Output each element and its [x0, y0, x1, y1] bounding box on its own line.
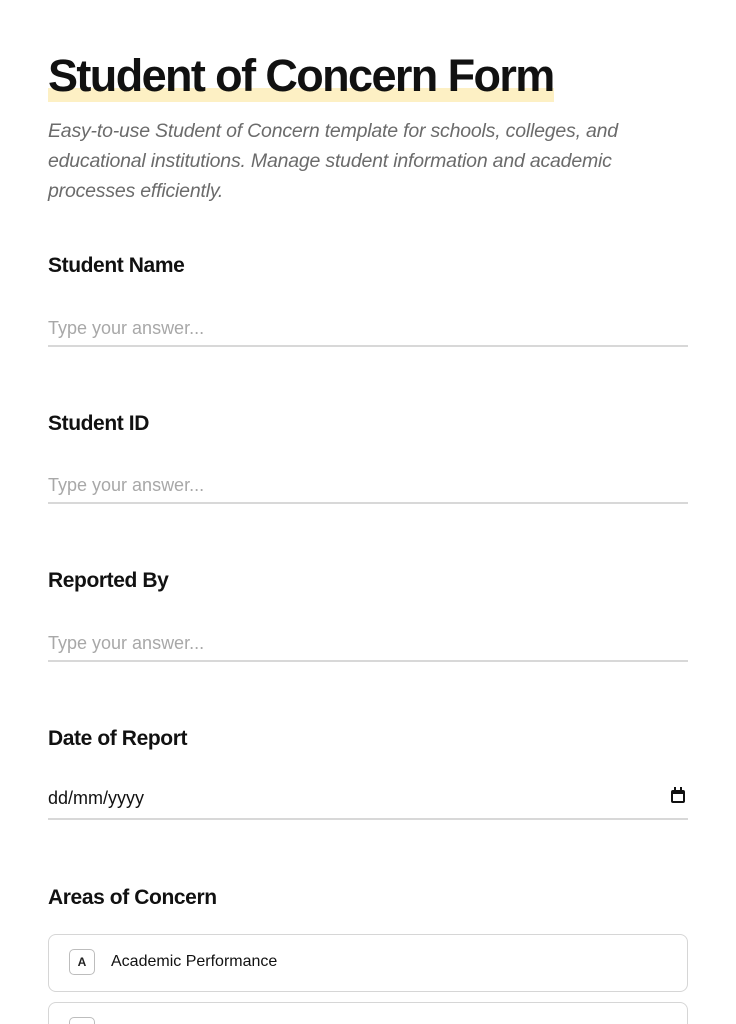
date-of-report-label: Date of Report — [48, 727, 188, 750]
student-name-label: Student Name — [48, 254, 185, 277]
title-block — [48, 50, 554, 102]
student-name-field — [48, 252, 688, 280]
choice-option-b[interactable] — [48, 1002, 688, 1024]
date-input[interactable] — [48, 784, 688, 820]
calendar-icon[interactable] — [671, 790, 685, 803]
choice-key-badge: A — [69, 949, 95, 975]
page-title: Student of Concern Form — [48, 50, 554, 101]
student-name-input[interactable] — [48, 311, 688, 347]
student-id-label: Student ID — [48, 412, 149, 435]
choice-academic-performance[interactable] — [48, 934, 688, 992]
areas-of-concern-field — [48, 884, 688, 912]
reported-by-input[interactable] — [48, 626, 688, 662]
choice-key-badge — [69, 1017, 95, 1024]
student-id-field — [48, 410, 688, 438]
choice-label: Academic Performance — [111, 953, 278, 970]
reported-by-field — [48, 567, 688, 595]
form-description: Easy-to-use Student of Concern template for schools, colleges, and educational institutions. Manage student information and academic processes efficiently. — [48, 120, 618, 202]
student-id-input[interactable] — [48, 468, 688, 504]
reported-by-label: Reported By — [48, 569, 169, 592]
areas-of-concern-label: Areas of Concern — [48, 886, 217, 909]
date-of-report-field — [48, 725, 688, 808]
date-value: dd/mm/yyyy — [48, 788, 145, 808]
